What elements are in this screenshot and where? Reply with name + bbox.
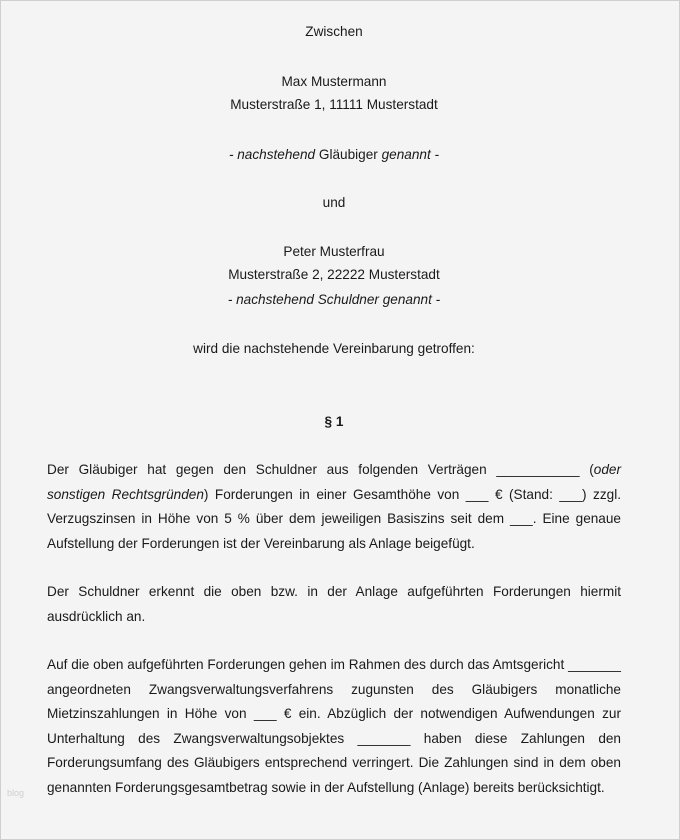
paragraph-1 xyxy=(47,458,621,556)
role-suffix: genannt - xyxy=(377,147,440,162)
debtor-name: Peter Musterfrau xyxy=(283,244,385,259)
role-prefix: - nachstehend xyxy=(228,147,319,162)
and-label: und xyxy=(322,195,346,210)
p1-text-a: Der Gläubiger hat gegen den Schuldner aus folgenden Verträgen ___________ ( xyxy=(47,462,594,477)
creditor-name: Max Mustermann xyxy=(281,74,387,89)
between-label: Zwischen xyxy=(305,24,363,39)
agreement-intro: wird die nachstehende Vereinbarung getroffen: xyxy=(193,341,475,356)
watermark: blog xyxy=(7,788,25,798)
p1-italic: oder sonstigen Rechtsgründen xyxy=(47,462,621,502)
section-body xyxy=(47,458,621,824)
role-word: Gläubiger xyxy=(318,147,378,162)
p1-text-b: ) Forderungen in einer Gesamthöhe von ___ € (Stand: ___) zzgl. Verzugszinsen in Höhe von 5 % über dem jeweiligen Basiszins seit dem ___. Eine genaue Aufstellung der Forderungen ist der Vereinbarung als Anlage beigefügt. xyxy=(47,486,621,551)
section-title: § 1 xyxy=(324,414,344,429)
debtor-role: - nachstehend Schuldner genannt - xyxy=(227,292,441,307)
paragraph-2: Der Schuldner erkennt die oben bzw. in der Anlage aufgeführten Forderungen hiermit ausdrücklich an. xyxy=(47,584,621,624)
creditor-role xyxy=(1,146,667,164)
debtor-address: Musterstraße 2, 22222 Musterstadt xyxy=(228,267,440,282)
paragraph-3: Auf die oben aufgeführten Forderungen gehen im Rahmen des durch das Amtsgericht _______ angeordneten Zwangsverwaltungsverfahrens zugunsten des Gläubigers monatliche Mietzinszahlungen in Höhe von ___ € ein. Abzüglich der notwendigen Aufwendungen zur Unterhaltung des Zwangsverwaltungsobjektes _______ haben diese Zahlungen den Forderungsumfang des Gläubigers entsprechend verringert. Die Zahlungen sind in dem oben genannten Forderungsgesamtbetrag sowie in der Aufstellung (Anlage) bereits berücksichtigt. xyxy=(47,657,621,795)
creditor-address: Musterstraße 1, 11111 Musterstadt xyxy=(230,97,438,112)
